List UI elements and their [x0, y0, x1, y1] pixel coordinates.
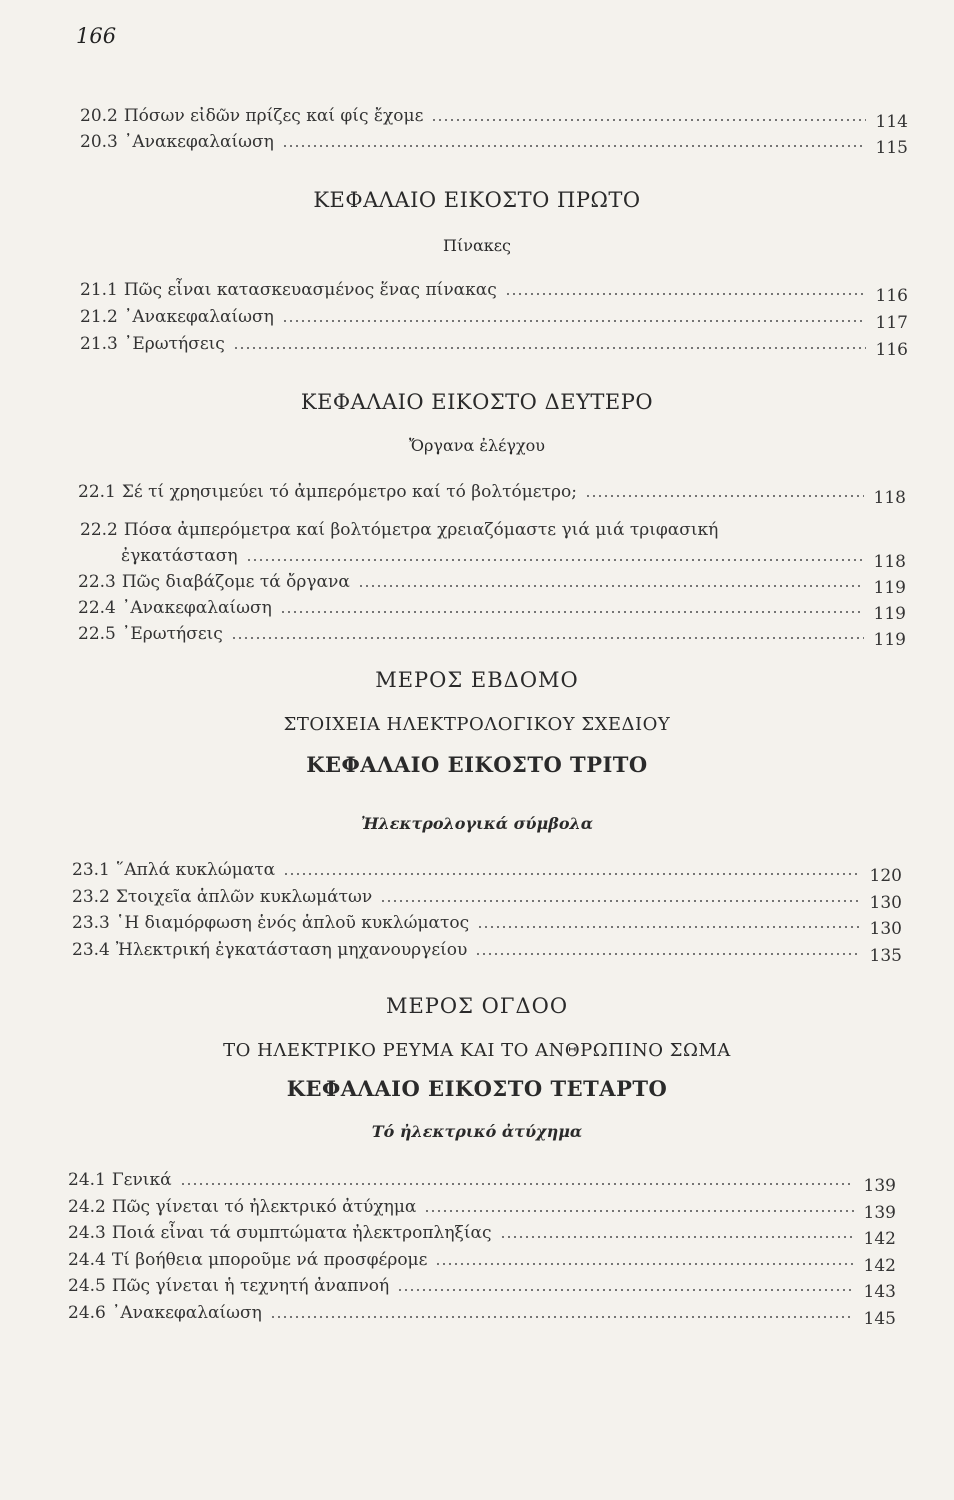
entry-number: 21.1 [80, 280, 118, 300]
entry-title: ῾Η διαμόρφωση ἑνός ἁπλοῦ κυκλώματος [115, 913, 470, 933]
entry-title: ᾿Ανακεφαλαίωση [121, 598, 272, 618]
entry-title: ᾿Ανακεφαλαίωση [123, 307, 274, 327]
dot-leader [380, 900, 860, 902]
entry-page: 119 [873, 578, 906, 598]
entry-title: Σέ τί χρησιμεύει τό ἀμπερόμετρο καί τό βολτόμετρο; [121, 482, 577, 502]
chapter-21-title: ΚΕΦΑΛΑΙΟ ΕΙΚΟΣΤΟ ΠΡΩΤΟ [313, 188, 641, 212]
dot-leader [358, 585, 864, 587]
toc-entry [68, 1242, 896, 1276]
part-7-subtitle: ΣΤΟΙΧΕΙΑ ΗΛΕΚΤΡΟΛΟΓΙΚΟΥ ΣΧΕΔΙΟΥ [283, 714, 671, 735]
dot-leader [233, 347, 866, 349]
dot-leader [231, 637, 864, 639]
entry-number: 24.2 [68, 1196, 106, 1217]
chapter-22-subtitle: Ὄργανα ἐλέγχου [408, 436, 545, 455]
entry-title: ᾿Ανακεφαλαίωση [123, 132, 274, 152]
toc-entry [78, 616, 906, 650]
entry-number: 24.4 [68, 1249, 106, 1270]
entry-page: 139 [863, 1202, 896, 1223]
entry-title: Ποιά εἶναι τά συμπτώματα ἠλεκτροπληξίας [111, 1223, 492, 1243]
entry-number: 24.5 [68, 1276, 106, 1296]
entry-number: 23.4 [72, 939, 110, 960]
chapter-22-title: ΚΕΦΑΛΑΙΟ ΕΙΚΟΣΤΟ ΔΕΥΤΕΡΟ [300, 390, 654, 414]
entry-title: Γενικά [111, 1170, 172, 1190]
chapter-23-title: ΚΕΦΑΛΑΙΟ ΕΙΚΟΣΤΟ ΤΡΙΤΟ [306, 752, 648, 777]
dot-leader [475, 953, 860, 955]
dot-leader [397, 1289, 854, 1291]
entry-title: ᾿Ανακεφαλαίωση [111, 1302, 262, 1323]
entry-page: 120 [869, 866, 902, 886]
chapter-24-title: ΚΕΦΑΛΑΙΟ ΕΙΚΟΣΤΟ ΤΕΤΑΡΤΟ [286, 1076, 668, 1101]
entry-page: 145 [863, 1308, 896, 1329]
part-7-title: ΜΕΡΟΣ ΕΒΔΟΜΟ [375, 668, 579, 692]
dot-leader [477, 926, 860, 928]
dot-leader [280, 611, 864, 613]
toc-entry [78, 474, 906, 508]
entry-page: 119 [873, 630, 906, 650]
toc-entry [68, 1162, 896, 1196]
dot-leader [585, 495, 864, 497]
dot-leader [246, 559, 864, 561]
dot-leader [500, 1236, 854, 1238]
part-8-subtitle: ΤΟ ΗΛΕΚΤΡΙΚΟ ΡΕΥΜΑ ΚΑΙ ΤΟ ΑΝΘΡΩΠΙΝΟ ΣΩΜΑ [223, 1040, 731, 1061]
entry-page: 130 [869, 919, 902, 939]
entry-number: 22.2 [80, 520, 118, 540]
dot-leader [282, 320, 866, 322]
entry-title: ῞Απλά κυκλώματα [115, 860, 276, 880]
entry-page: 143 [863, 1282, 896, 1302]
toc-entry [72, 905, 902, 939]
dot-leader [424, 1210, 854, 1212]
entry-number: 21.3 [80, 334, 118, 354]
dot-leader [283, 873, 860, 875]
entry-title: Πῶς γίνεται τό ἠλεκτρικό ἀτύχημα [111, 1196, 417, 1217]
entry-page: 119 [873, 604, 906, 624]
entry-number: 21.2 [80, 307, 118, 327]
chapter-24-subtitle: Τό ἠλεκτρικό ἀτύχημα [371, 1122, 583, 1141]
entry-number: 24.6 [68, 1302, 106, 1323]
toc-entry [80, 512, 840, 540]
toc-entry [80, 124, 908, 158]
toc-entry [80, 272, 908, 306]
entry-page: 116 [875, 340, 908, 360]
dot-leader [505, 293, 866, 295]
entry-title: Πόσα ἀμπερόμετρα καί βολτόμετρα χρειαζόμαστε γιά μιά τριφασική [123, 520, 719, 540]
entry-title-continuation: ἐγκατάσταση [121, 546, 238, 566]
entry-page: 142 [863, 1229, 896, 1249]
entry-title: Τί βοήθεια μποροῦμε νά προσφέρομε [111, 1249, 428, 1270]
toc-entry [72, 852, 902, 886]
entry-number: 22.3 [78, 572, 116, 592]
entry-page: 117 [875, 313, 908, 333]
entry-title: ᾿Ερωτήσεις [121, 624, 223, 644]
dot-leader [180, 1183, 854, 1185]
toc-entry-continuation [121, 538, 906, 572]
entry-page: 142 [863, 1255, 896, 1276]
entry-title: Στοιχεῖα ἁπλῶν κυκλωμάτων [115, 886, 373, 907]
entry-number: 22.4 [78, 598, 116, 618]
entry-number: 22.1 [78, 482, 116, 502]
entry-title: Πόσων εἰδῶν πρίζες καί φίς ἔχομε [123, 106, 424, 126]
chapter-21-subtitle: Πίνακες [442, 236, 511, 255]
toc-entry [72, 879, 902, 913]
toc-entry [80, 299, 908, 333]
entry-page: 135 [869, 945, 902, 966]
page-number: 166 [76, 24, 117, 48]
entry-page: 139 [863, 1176, 896, 1196]
entry-page: 118 [873, 552, 906, 572]
entry-number: 20.3 [80, 132, 118, 152]
dot-leader [431, 119, 866, 121]
toc-entry [78, 590, 906, 624]
dot-leader [282, 145, 866, 147]
entry-title: Πῶς γίνεται ἡ τεχνητή ἀναπνοή [111, 1276, 390, 1296]
entry-page: 116 [875, 286, 908, 306]
entry-number: 24.1 [68, 1170, 106, 1190]
dot-leader [270, 1316, 854, 1318]
entry-title: ᾿Ερωτήσεις [123, 334, 225, 354]
entry-page: 118 [873, 488, 906, 508]
entry-page: 114 [875, 112, 908, 132]
entry-page: 115 [875, 138, 908, 158]
entry-number: 23.1 [72, 860, 110, 880]
entry-title: Ἠλεκτρική ἐγκατάσταση μηχανουργείου [115, 939, 468, 960]
dot-leader [435, 1263, 854, 1265]
entry-number: 23.2 [72, 886, 110, 907]
toc-entry [68, 1268, 896, 1302]
entry-number: 24.3 [68, 1223, 106, 1243]
toc-entry [80, 326, 908, 360]
entry-title: Πῶς εἶναι κατασκευασμένος ἕνας πίνακας [123, 280, 497, 300]
entry-number: 23.3 [72, 913, 110, 933]
toc-entry [68, 1215, 896, 1249]
toc-entry [68, 1295, 896, 1329]
toc-entry [80, 98, 908, 132]
entry-number: 22.5 [78, 624, 116, 644]
toc-entry [78, 564, 906, 598]
entry-page: 130 [869, 892, 902, 913]
entry-number: 20.2 [80, 106, 118, 126]
part-8-title: ΜΕΡΟΣ ΟΓΔΟΟ [385, 994, 569, 1018]
entry-title: Πῶς διαβάζομε τά ὄργανα [121, 572, 350, 592]
toc-entry [72, 932, 902, 966]
chapter-23-subtitle: Ἠλεκτρολογικά σύμβολα [360, 814, 594, 833]
toc-entry [68, 1189, 896, 1223]
